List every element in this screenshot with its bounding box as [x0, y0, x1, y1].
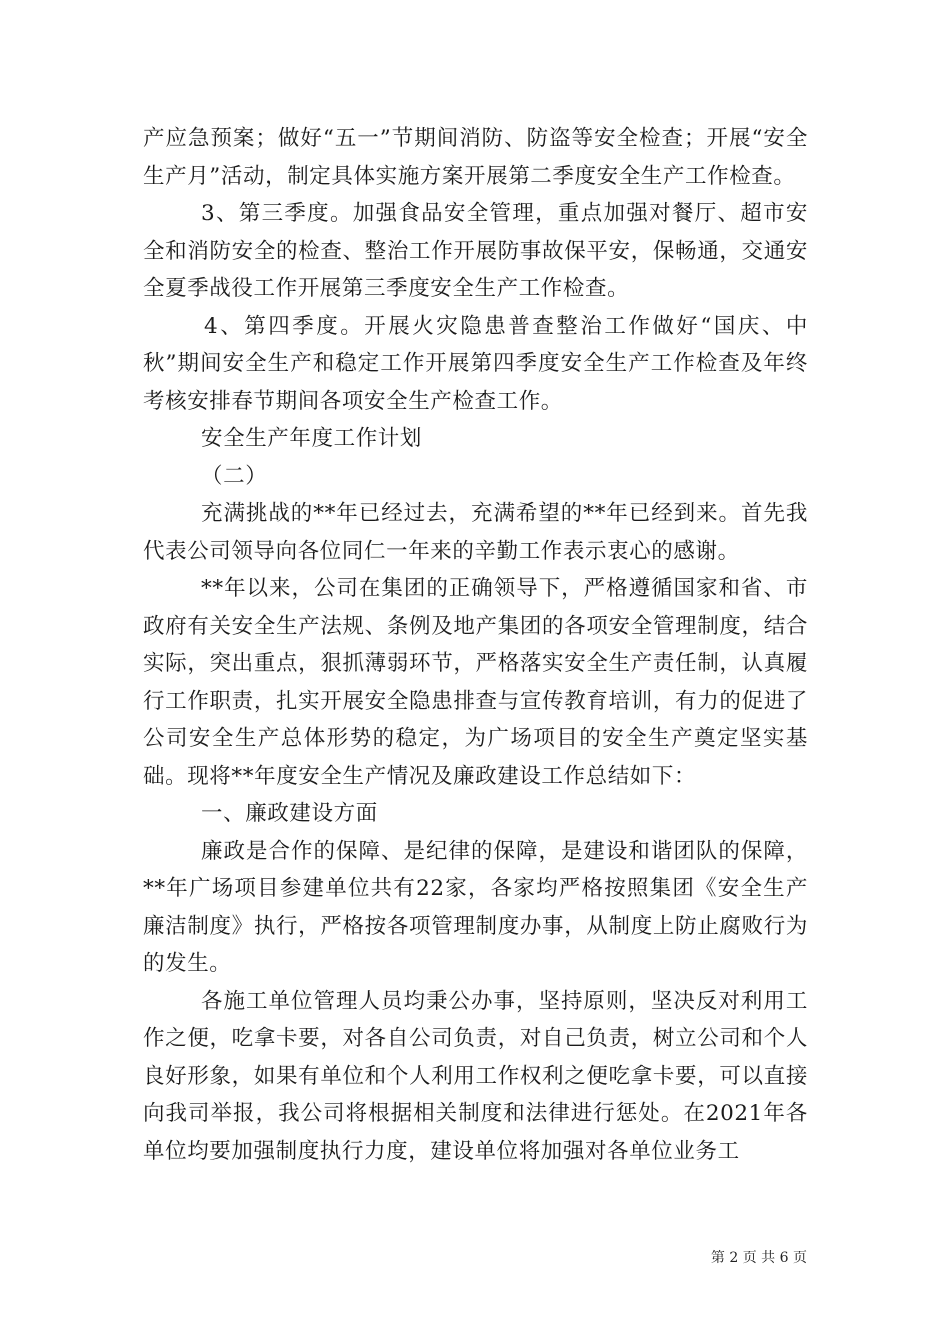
paragraph-third-quarter: 3、第三季度。加强食品安全管理，重点加强对餐厅、超市安全和消防安全的检查、整治工作开展防事故保平安，保畅通，交通安全夏季战役工作开展第三季度安全生产工作检查。	[143, 201, 808, 301]
document-body	[143, 120, 808, 1170]
page-number: 第 2 页 共 6 页	[710, 1250, 807, 1266]
paragraph-summary: **年以来，公司在集团的正确领导下，严格遵循国家和省、市政府有关安全生产法规、条例及地产集团的各项安全管理制度，结合实际，突出重点，狠抓薄弱环节，严格落实安全生产责任制，认真履行工作职责，扎实开展安全隐患排查与宣传教育培训，有力的促进了公司安全生产总体形势的稳定，为广场项目的安全生产奠定坚实基础。现将**年度安全生产情况及廉政建设工作总结如下：	[143, 576, 808, 789]
paragraph-intro: 充满挑战的**年已经过去，充满希望的**年已经到来。首先我代表公司领导向各位同仁一年来的辛勤工作表示衷心的感谢。	[143, 501, 808, 564]
paragraph-conduct: 各施工单位管理人员均秉公办事，坚持原则，坚决反对利用工作之便，吃拿卡要，对各自公司负责，对自己负责，树立公司和个人良好形象，如果有单位和个人利用工作权利之便吃拿卡要，可以直接向我司举报，我公司将根据相关制度和法律进行惩处。在2021年各单位均要加强制度执行力度，建设单位将加强对各单位业务工	[143, 988, 808, 1164]
paragraph-continuation: 产应急预案；做好“五一”节期间消防、防盗等安全检查；开展“安全生产月”活动，制定具体实施方案开展第二季度安全生产工作检查。	[143, 126, 808, 189]
section-heading-integrity: 一、廉政建设方面	[201, 801, 378, 826]
document-heading: 安全生产年度工作计划	[201, 426, 423, 451]
section-number: （二）	[201, 463, 268, 489]
paragraph-fourth-quarter: 4、第四季度。开展火灾隐患普查整治工作做好“国庆、中秋”期间安全生产和稳定工作开展第四季度安全生产工作检查及年终考核安排春节期间各项安全生产检查工作。	[143, 313, 808, 414]
paragraph-integrity: 廉政是合作的保障、是纪律的保障，是建设和谐团队的保障，**年广场项目参建单位共有22家，各家均严格按照集团《安全生产廉洁制度》执行，严格按各项管理制度办事，从制度上防止腐败行为的发生。	[143, 838, 808, 976]
